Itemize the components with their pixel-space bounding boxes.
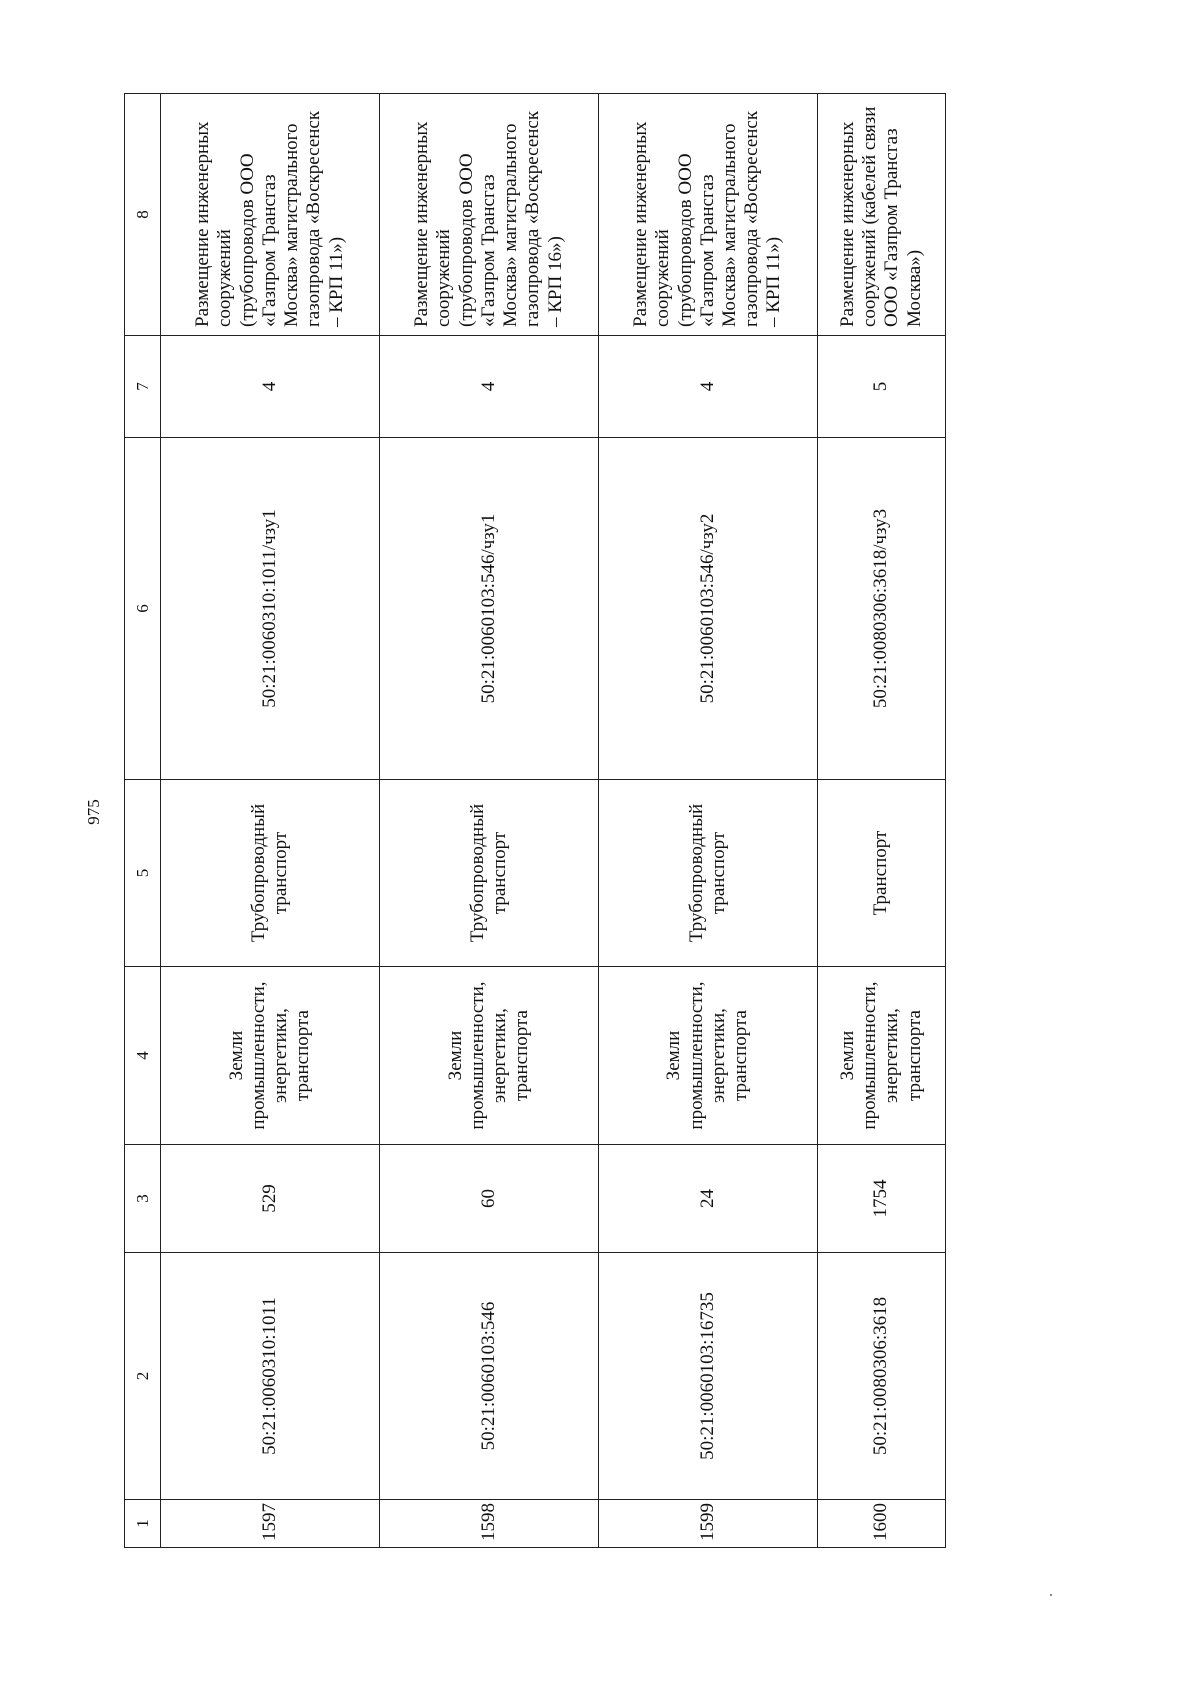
type-code: 4: [161, 336, 380, 438]
column-header: 3: [125, 1145, 161, 1253]
permitted-use: Трубопроводный транспорт: [379, 780, 598, 967]
type-code: 4: [598, 336, 817, 438]
area: 1754: [817, 1145, 945, 1253]
land-part-number: 50:21:0060103:546/чзу2: [598, 438, 817, 780]
purpose: Размещение инженерных сооружений (трубопроводов ООО «Газпром Трансгаз Москва» магистрального газопровода «Воскресенск – КРП 11»): [598, 94, 817, 336]
permitted-use: Трубопроводный транспорт: [598, 780, 817, 967]
column-header: 1: [125, 1500, 161, 1548]
type-code: 4: [379, 336, 598, 438]
column-header: 8: [125, 94, 161, 336]
area: 60: [379, 1145, 598, 1253]
purpose: Размещение инженерных сооружений (трубопроводов ООО «Газпром Трансгаз Москва» магистрального газопровода «Воскресенск – КРП 11»): [161, 94, 380, 336]
cadastral-number: 50:21:0060103:546: [379, 1253, 598, 1500]
row-number: 1600: [817, 1500, 945, 1548]
header-row: [125, 94, 161, 1548]
permitted-use: Трубопроводный транспорт: [161, 780, 380, 967]
row-number: 1598: [379, 1500, 598, 1548]
type-code: 5: [817, 336, 945, 438]
purpose: Размещение инженерных сооружений (трубопроводов ООО «Газпром Трансгаз Москва» магистрального газопровода «Воскресенск – КРП 16»): [379, 94, 598, 336]
land-category: Земли промышленности, энергетики, транспорта: [598, 967, 817, 1145]
cadastral-number: 50:21:0080306:3618: [817, 1253, 945, 1500]
land-part-number: 50:21:0060103:546/чзу1: [379, 438, 598, 780]
table-frame: [124, 94, 946, 1548]
land-part-number: 50:21:0080306:3618/чзу3: [817, 438, 945, 780]
table-row: [379, 94, 598, 1548]
column-header: 7: [125, 336, 161, 438]
column-header: 5: [125, 780, 161, 967]
column-header: 6: [125, 438, 161, 780]
purpose: Размещение инженерных сооружений (кабелей связи ООО «Газпром Трансгаз Москва»): [817, 94, 945, 336]
land-category: Земли промышленности, энергетики, транспорта: [161, 967, 380, 1145]
cadastral-number: 50:21:0060103:16735: [598, 1253, 817, 1500]
column-header: 4: [125, 967, 161, 1145]
permitted-use: Транспорт: [817, 780, 945, 967]
row-number: 1597: [161, 1500, 380, 1548]
land-category: Земли промышленности, энергетики, транспорта: [379, 967, 598, 1145]
scan-speck: [1050, 1594, 1052, 1596]
row-number: 1599: [598, 1500, 817, 1548]
table-row: [161, 94, 380, 1548]
area: 24: [598, 1145, 817, 1253]
cadastral-number: 50:21:0060310:1011: [161, 1253, 380, 1500]
land-parcels-table: [124, 93, 946, 1548]
land-category: Земли промышленности, энергетики, транспорта: [817, 967, 945, 1145]
table-row: [817, 94, 945, 1548]
table-row: [598, 94, 817, 1548]
area: 529: [161, 1145, 380, 1253]
column-header: 2: [125, 1253, 161, 1500]
land-part-number: 50:21:0060310:1011/чзу1: [161, 438, 380, 780]
page-number: 975: [84, 799, 103, 825]
